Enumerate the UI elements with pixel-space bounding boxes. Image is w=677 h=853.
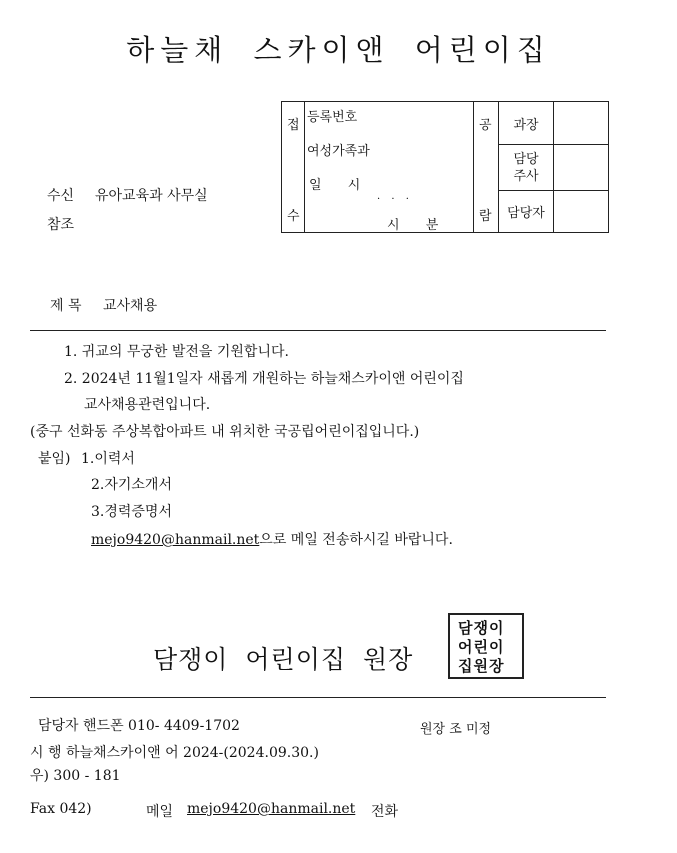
seal-line-2: 어린이 bbox=[458, 638, 505, 656]
mail-address-link[interactable]: mejo9420@hanmail.net bbox=[187, 801, 356, 817]
review-label-bottom: 람 bbox=[479, 209, 492, 224]
body-note: (중구 선화동 주상복합아파트 내 위치한 국공립어린이집입니다.) bbox=[30, 424, 420, 440]
date-dots: · · · bbox=[377, 194, 413, 205]
department-label: 여성가족과 bbox=[307, 144, 370, 159]
subject-label: 제 목 bbox=[50, 298, 82, 314]
contact-phone: 담당자 핸드폰 010- 4409-1702 bbox=[38, 718, 240, 734]
attachment-label: 붙임) bbox=[38, 451, 71, 467]
document-title: 하늘채 스카이앤 어린이집 bbox=[126, 33, 551, 67]
attachment-2: 2.자기소개서 bbox=[91, 477, 172, 493]
approval-box bbox=[281, 101, 609, 233]
seal-line-3: 집원장 bbox=[458, 657, 505, 675]
postal-code: 우) 300 - 181 bbox=[30, 768, 121, 784]
sender-name: 담쟁이 어린이집 원장 bbox=[153, 645, 414, 674]
recipient-label: 수신 bbox=[47, 188, 75, 204]
director-name: 원장 조 미정 bbox=[420, 722, 492, 737]
enforcement-line: 시 행 하늘채스카이앤 어 2024-(2024.09.30.) bbox=[30, 745, 319, 761]
date-label: 일 시 bbox=[309, 178, 361, 193]
subject-value: 교사채용 bbox=[103, 298, 158, 314]
receipt-column bbox=[282, 102, 305, 233]
body-item-2: 2. 2024년 11월1일자 새롭게 개원하는 하늘채스카이앤 어린이집 bbox=[64, 371, 464, 387]
seal-line-1: 담쟁이 bbox=[458, 619, 505, 637]
email-line bbox=[91, 529, 453, 549]
receipt-label-top: 접 bbox=[287, 118, 300, 133]
time-label: 시 분 bbox=[387, 218, 439, 233]
footer-rule bbox=[30, 697, 606, 698]
review-label-top: 공 bbox=[479, 118, 492, 133]
role-officer: 담당 주사 bbox=[499, 145, 554, 191]
review-column bbox=[474, 102, 499, 233]
fax-number: Fax 042) bbox=[30, 801, 92, 817]
sign-officer bbox=[554, 145, 609, 191]
role-staff: 담당자 bbox=[499, 191, 554, 233]
role-manager: 과장 bbox=[499, 102, 554, 145]
receipt-label-bottom: 수 bbox=[287, 209, 300, 224]
attachment-3: 3.경력증명서 bbox=[91, 504, 172, 520]
mail-label: 메일 bbox=[146, 804, 174, 820]
email-suffix: 으로 메일 전송하시길 바랍니다. bbox=[259, 532, 453, 548]
receipt-info bbox=[305, 102, 474, 233]
phone-label: 전화 bbox=[371, 804, 399, 820]
recipient-value: 유아교육과 사무실 bbox=[95, 188, 208, 204]
official-seal bbox=[448, 613, 524, 679]
body-item-1: 1. 귀교의 무궁한 발전을 기원합니다. bbox=[64, 344, 289, 360]
sign-manager bbox=[554, 102, 609, 145]
body-item-2-cont: 교사채용관련입니다. bbox=[84, 397, 211, 413]
registration-label: 등록번호 bbox=[307, 110, 358, 125]
sign-staff bbox=[554, 191, 609, 233]
email-link[interactable]: mejo9420@hanmail.net bbox=[91, 532, 260, 548]
subject-rule bbox=[30, 330, 606, 331]
reference-label: 참조 bbox=[47, 217, 75, 233]
attachment-1: 1.이력서 bbox=[81, 451, 135, 467]
